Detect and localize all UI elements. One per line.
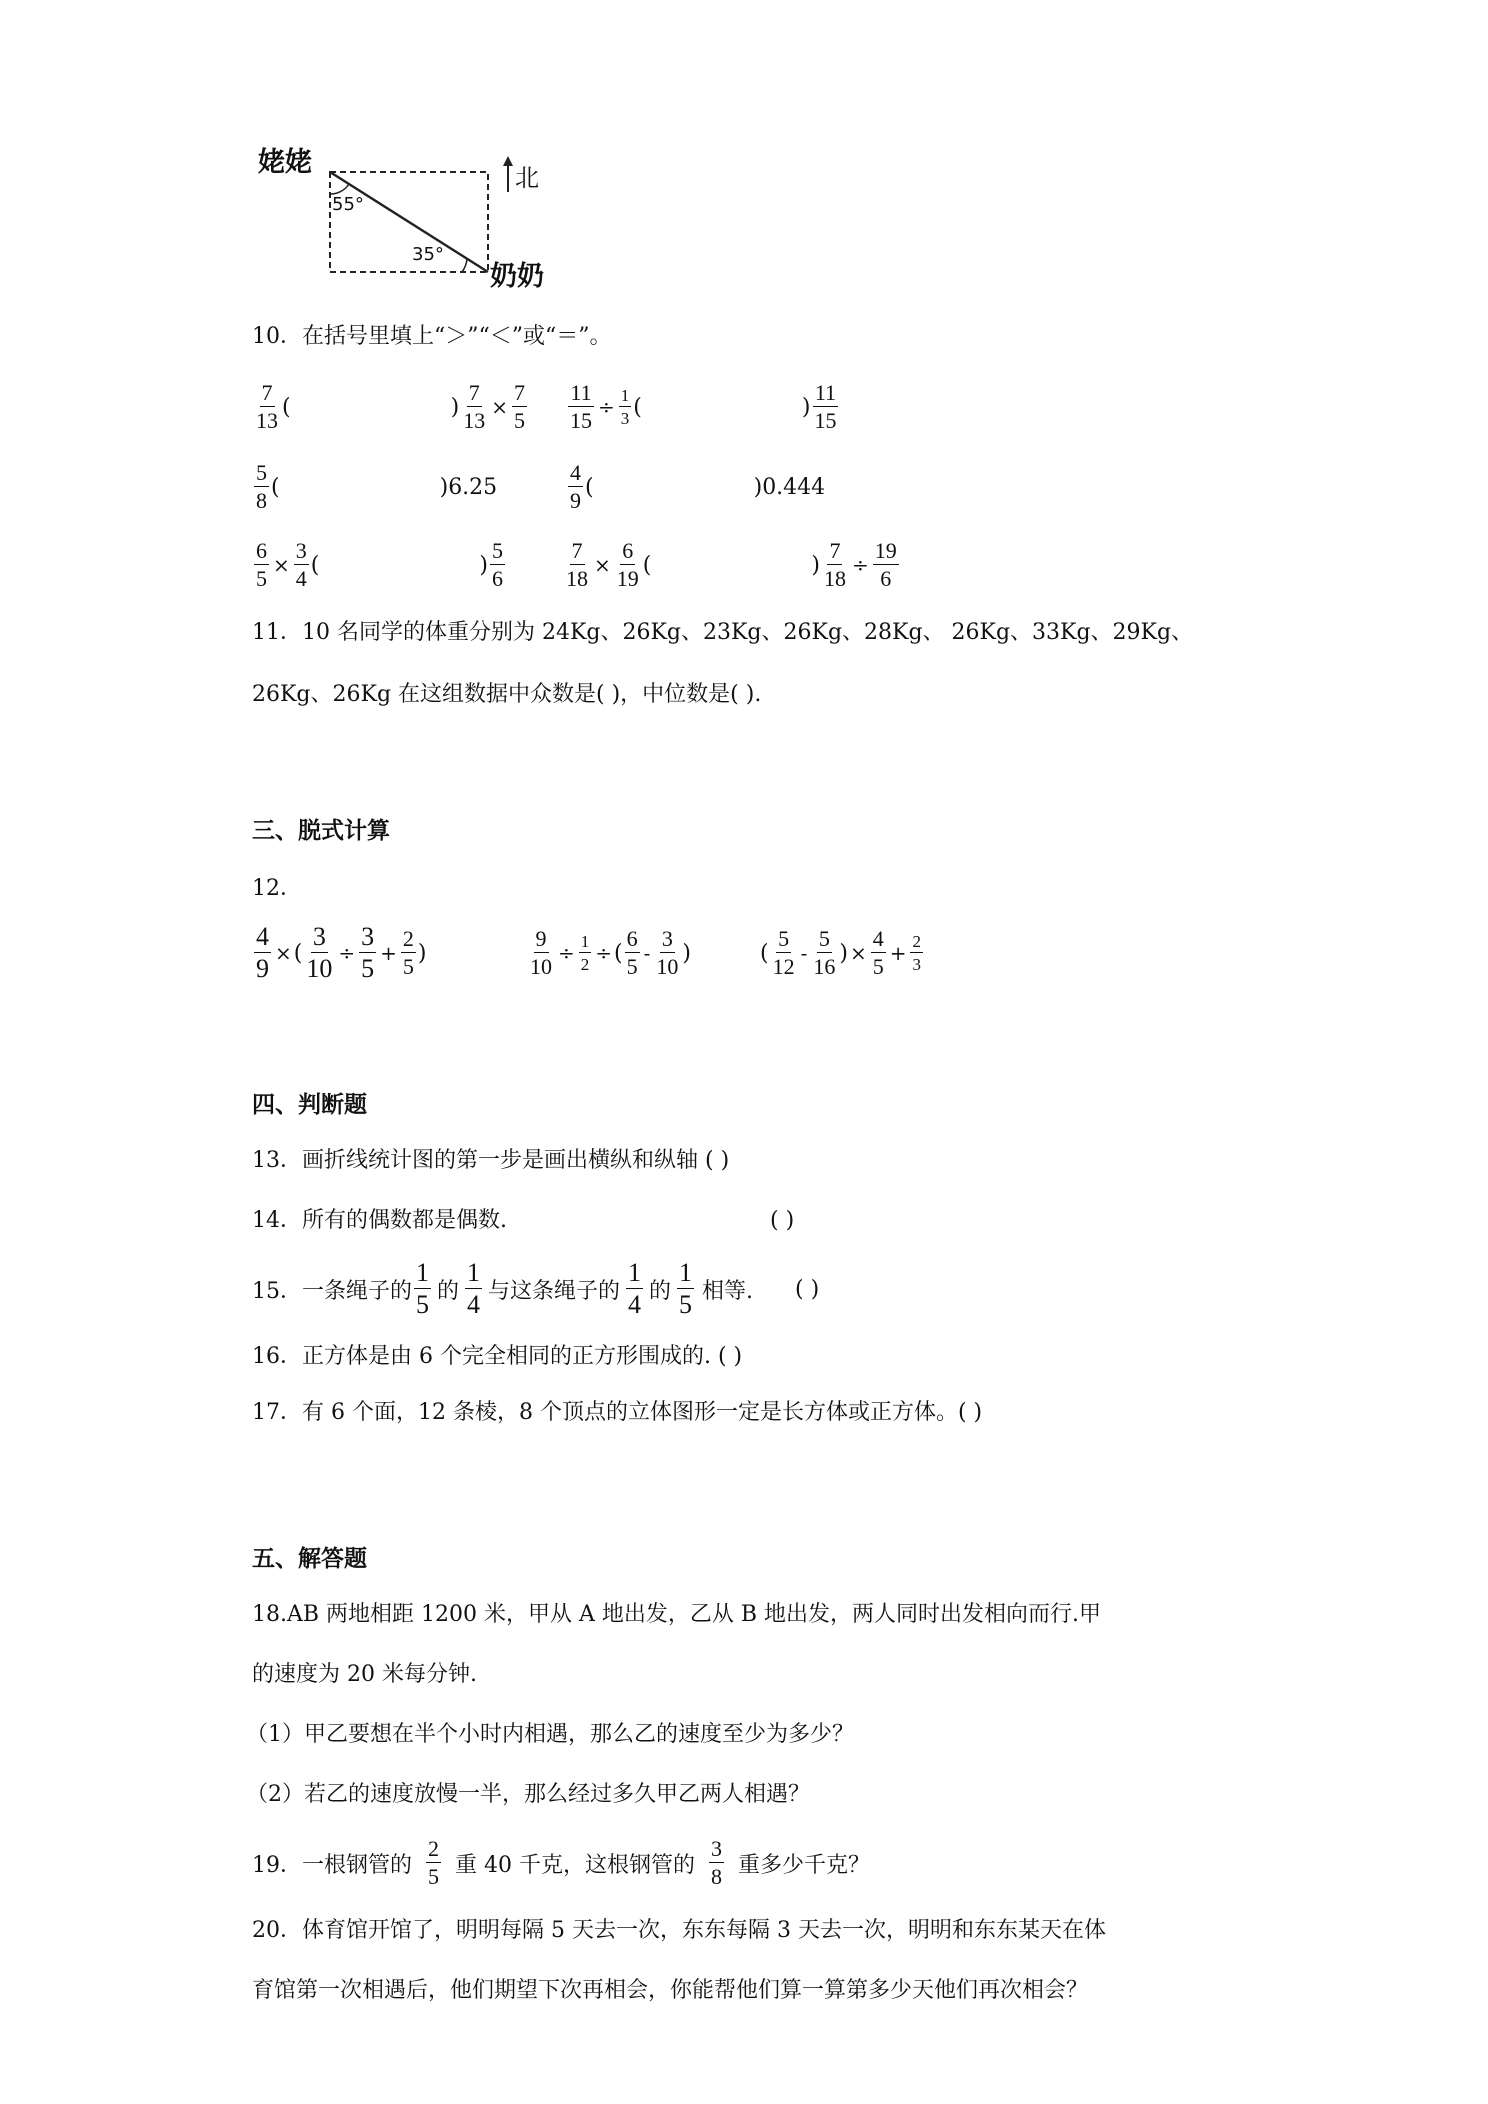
q14: 14．所有的偶数都是偶数.	[252, 1208, 507, 1233]
fraction: $\frac{7}{13}$	[463, 380, 486, 433]
fraction: $\frac{2}{3}$	[912, 932, 921, 974]
q15: 15．一条绳子的 1 5 的 1 4 与这条绳子的 1 4 的 1 5 相等. ( )	[252, 1258, 820, 1319]
section5-title: 五、解答题	[252, 1546, 367, 1572]
fraction: 1 4	[628, 1258, 642, 1319]
fraction: 3 8	[710, 1836, 722, 1889]
q20-line2: 育馆第一次相遇后，他们期望下次再相会，你能帮他们算一算第多少天他们再次相会？	[252, 1978, 1089, 2003]
q18-line2: 的速度为 20 米每分钟.	[252, 1662, 477, 1687]
fraction: 1 5	[416, 1258, 429, 1319]
section4-title: 四、判断题	[252, 1092, 367, 1118]
angle-arc-top	[330, 184, 349, 194]
fraction: 3 10	[656, 926, 679, 979]
fraction: $\frac{3}{4}$	[295, 538, 307, 591]
q16: 16．正方体是由 6 个完全相同的正方形围成的. ( )	[252, 1344, 743, 1369]
fraction: $\frac{7}{18}$	[823, 538, 846, 591]
fraction: 1 4	[467, 1258, 481, 1319]
fraction: $\frac{7}{18}$	[566, 538, 588, 591]
fraction: $\frac{11}{15}$	[570, 380, 592, 433]
fraction: 1 5	[679, 1258, 693, 1319]
q19: 19．一根钢管的 2 5 重 40 千克，这根钢管的 3 8 重多少千克？	[252, 1836, 870, 1889]
q10-row3-right: $\frac{7}{18}$ × $\frac{6}{19}$ ( ) $\frac{7}{18}$ ÷ $\frac{19}{6}$	[566, 538, 897, 591]
q10-row1-right: $\frac{11}{15}$ ÷ $\frac{1}{3}$ ( ) 11 15	[570, 380, 837, 433]
q17: 17．有 6 个面，12 条棱，8 个顶点的立体图形一定是长方体或正方体。( )	[252, 1400, 983, 1425]
fraction: 7 13	[256, 380, 278, 433]
fraction: $\frac{6}{19}$	[616, 538, 639, 591]
q10-row2-left: 5 8 ( ) 6.25	[256, 460, 498, 513]
q18-sub2: （2）若乙的速度放慢一半，那么经过多久甲乙两人相遇？	[246, 1782, 810, 1807]
q10-row1-left: 7 13 ( ) $\frac{7}{13}$ × $\frac{7}{5}$	[256, 380, 525, 433]
fraction: $\frac{19}{6}$	[874, 538, 897, 591]
fraction: 2 5	[428, 1836, 439, 1889]
diagonal-line	[330, 172, 488, 272]
q11-line1: 11．10 名同学的体重分别为 24Kg、26Kg、23Kg、26Kg、28Kg、 26Kg、33Kg、29Kg、	[252, 620, 1194, 645]
label-north: 北	[515, 164, 539, 192]
q13: 13．画折线统计图的第一步是画出横纵和纵轴 ( )	[252, 1148, 730, 1173]
q20-line1: 20．体育馆开馆了，明明每隔 5 天去一次，东东每隔 3 天去一次，明明和东东某天在体	[252, 1918, 1106, 1943]
fraction: 5 12	[772, 926, 795, 979]
q14-paren: ( )	[770, 1208, 795, 1233]
fraction: 4 9	[570, 460, 581, 513]
angle-label-bottom: 35°	[412, 244, 444, 265]
fraction: $\frac{1}{3}$	[620, 386, 630, 428]
fraction: 6 5	[626, 926, 638, 979]
q10-stem: 10．在括号里填上“＞”“＜”或“＝”。	[252, 324, 612, 349]
q12-expr-2: $\frac{9}{10}$ ÷ $\frac{1}{2}$ ÷ ( 6 5 - 3 10 )	[530, 926, 691, 979]
angle-label-top: 55°	[332, 194, 364, 215]
fraction: $\frac{4}{5}$	[872, 926, 884, 979]
q10-row3-left: $\frac{6}{5}$ × $\frac{3}{4}$ ( ) 5 6	[256, 538, 503, 591]
fraction: $\frac{1}{2}$	[580, 932, 590, 974]
label-grandma-pat: 奶奶	[490, 261, 544, 292]
fraction: $\frac{6}{5}$	[256, 538, 267, 591]
angle-arc-bottom	[462, 259, 467, 272]
fraction: $\frac{7}{5}$	[513, 380, 525, 433]
section3-title: 三、脱式计算	[252, 818, 390, 844]
q12-number: 12．	[252, 876, 302, 901]
fraction: 5 8	[256, 460, 267, 513]
q12-expr-1: $\frac{4}{9}$ × ( $\frac{3}{10}$ ÷ $\frac{3}{5}$ + $\frac{2}{5}$ )	[256, 922, 427, 983]
fraction: $\frac{4}{9}$	[256, 922, 269, 983]
fraction: $\frac{3}{5}$	[361, 922, 375, 983]
label-grandma-mat: 姥姥	[258, 147, 312, 178]
fraction: $\frac{9}{10}$	[530, 926, 552, 979]
fraction: 5 16	[813, 926, 836, 979]
q11-line2: 26Kg、26Kg 在这组数据中众数是( )，中位数是( ).	[252, 682, 762, 707]
north-arrow-icon	[503, 156, 513, 166]
fraction: $\frac{3}{10}$	[306, 922, 333, 983]
q12-expr-3: ( 5 12 - 5 16 ) × $\frac{4}{5}$ + $\frac{2}{3}$	[760, 926, 921, 979]
q18-sub1: （1）甲乙要想在半个小时内相遇，那么乙的速度至少为多少？	[246, 1722, 854, 1747]
fraction: $\frac{2}{5}$	[402, 926, 414, 979]
fraction: 5 6	[491, 538, 503, 591]
q10-row2-right: 4 9 ( ) 0.444	[570, 460, 826, 513]
q18-line1: 18.AB 两地相距 1200 米，甲从 A 地出发，乙从 B 地出发，两人同时出发相向而行.甲	[252, 1602, 1102, 1627]
direction-diagram	[250, 132, 580, 292]
fraction: 11 15	[814, 380, 837, 433]
